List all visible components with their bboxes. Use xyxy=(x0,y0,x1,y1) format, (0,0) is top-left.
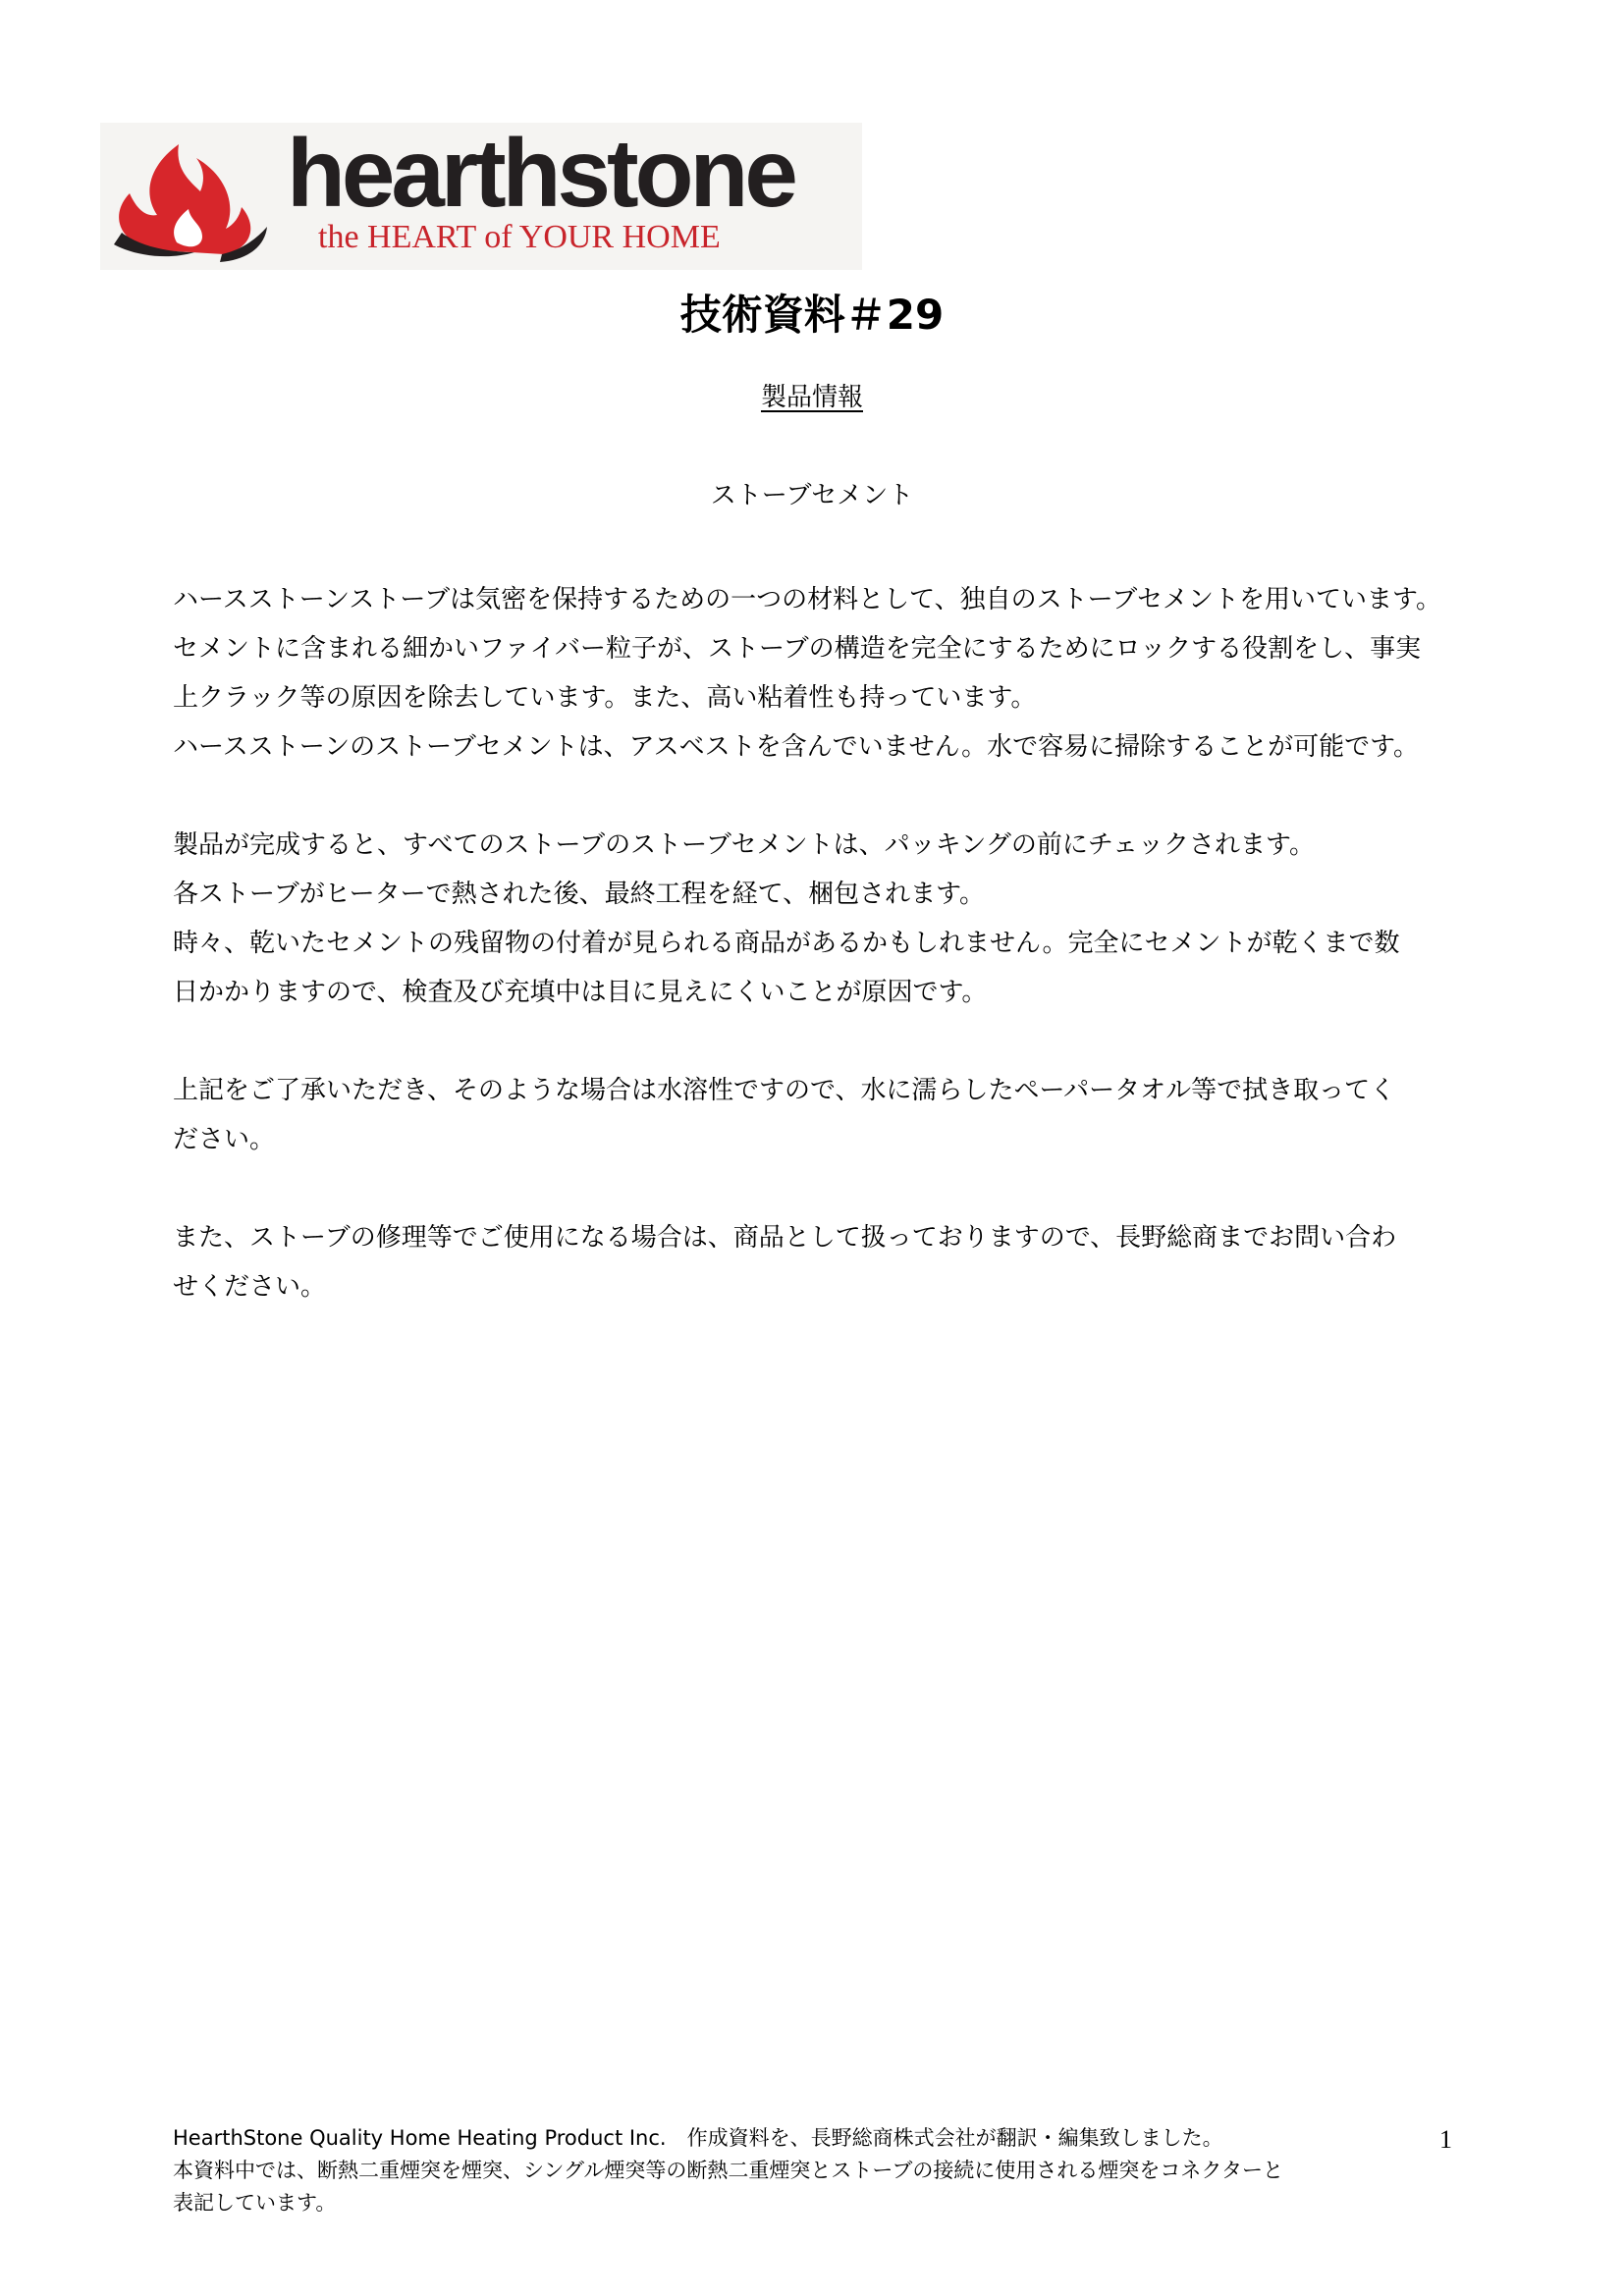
paragraph-line: セメントに含まれる細かいファイバー粒子が、ストーブの構造を完全にするためにロックする役割をし、事実 xyxy=(173,634,1422,664)
document-title: 技術資料＃29 xyxy=(679,291,945,339)
paragraph-line: 日かかりますので、検査及び充填中は目に見えにくいことが原因です。 xyxy=(173,978,988,1007)
paragraph-line: ださい。 xyxy=(173,1125,276,1154)
paragraph-2 xyxy=(173,821,1489,1017)
paragraph-line: ハースストーンストーブは気密を保持するための一つの材料として、独自のストーブセメントを用いています。 xyxy=(173,585,1441,614)
section-heading xyxy=(0,385,1624,410)
paragraph-line: 時々、乾いたセメントの残留物の付着が見られる商品があるかもしれません。完全にセメントが乾くまで数 xyxy=(173,929,1400,958)
paragraph-line: 各ストーブがヒーターで熱された後、最終工程を経て、梱包されます。 xyxy=(173,880,986,909)
paragraph-line: せください。 xyxy=(173,1272,327,1302)
footer-line: 本資料中では、断熱二重煙突を煙突、シングル煙突等の断熱二重煙突とストーブの接続に使用される煙突をコネクターと xyxy=(173,2159,1283,2182)
paragraph-4 xyxy=(173,1213,1489,1311)
body-text xyxy=(173,575,1489,1361)
logo-tagline: the HEART of YOUR HOME xyxy=(318,219,721,255)
logo-wordmark: hearthstone xyxy=(287,119,794,227)
paragraph-line: 上記をご了承いただき、そのような場合は水溶性ですので、水に濡らしたペーパータオル等で拭き取ってく xyxy=(173,1076,1396,1105)
paragraph-1 xyxy=(173,575,1489,772)
topic-heading: ストーブセメント xyxy=(710,481,914,510)
hearthstone-logo xyxy=(100,119,862,270)
paragraph-line: ハースストーンのストーブセメントは、アスベストを含んでいません。水で容易に掃除することが可能です。 xyxy=(173,732,1420,762)
paragraph-line: 製品が完成すると、すべてのストーブのストーブセメントは、パッキングの前にチェックされます。 xyxy=(173,830,1315,860)
flame-icon xyxy=(100,123,287,270)
paragraph-3 xyxy=(173,1066,1489,1164)
footer-line: 表記しています。 xyxy=(173,2191,337,2215)
footer-line: HearthStone Quality Home Heating Product Inc. 作成資料を、長野総商株式会社が翻訳・編集致しました。 xyxy=(173,2126,1223,2150)
paragraph-line: また、ストーブの修理等でご使用になる場合は、商品として扱っておりますので、長野総商までお問い合わ xyxy=(173,1223,1397,1253)
paragraph-line: 上クラック等の原因を除去しています。また、高い粘着性も持っています。 xyxy=(173,683,1037,713)
footer-note xyxy=(173,2122,1449,2219)
page-number: 1 xyxy=(1439,2125,1452,2154)
section-heading-text: 製品情報 xyxy=(760,383,863,412)
